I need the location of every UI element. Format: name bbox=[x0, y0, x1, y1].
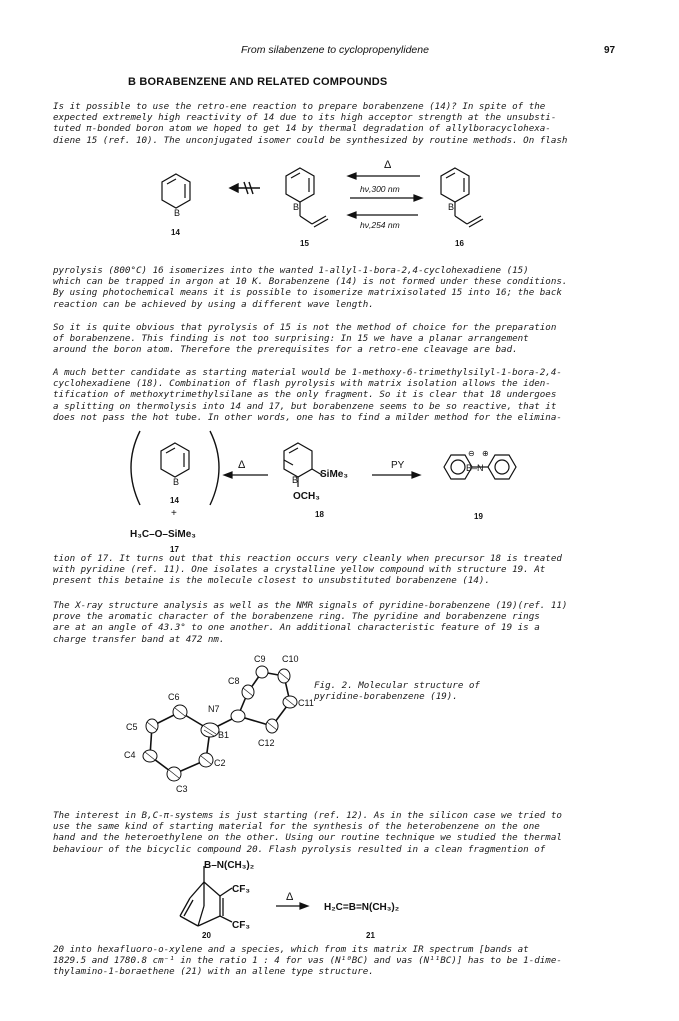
paragraph-5: tion of 17. It turns out that this reaction occurs very cleanly when precursor 18 is treated with pyridine (ref. 11). One isolates a crystalline yellow compound with structure 19. At present this betaine is the molecule closest to unsubstituted borabenzene (14). bbox=[53, 553, 562, 587]
boron-atom-label: B bbox=[174, 208, 181, 218]
boron-atom-label: B bbox=[293, 202, 300, 212]
boracyclohexadiene-structure-16 bbox=[441, 168, 483, 227]
compound-21-label: 21 bbox=[366, 931, 375, 940]
scheme-2-drawing bbox=[110, 425, 550, 555]
compound-15-label: 15 bbox=[300, 239, 309, 248]
paragraph-8: 20 into hexafluoro-o-xylene and a species, which from its matrix IR spectrum [bands at 1829.5 and 1780.8 cm⁻¹ in the ratio 1 : 4 for νas (N¹⁰BC) and νas (N¹¹BC)] has to be 1-dime- thylamino-1-boraethene (21) with an allene type structure. bbox=[53, 944, 562, 978]
atom-label: C4 bbox=[124, 750, 136, 760]
compound-16-label: 16 bbox=[455, 239, 464, 248]
boron-nitrogen-bond-label: B–N bbox=[466, 463, 484, 473]
scheme-3-drawing bbox=[160, 858, 480, 940]
borabenzene-structure-14 bbox=[161, 443, 189, 477]
boron-atom-label: B bbox=[448, 202, 455, 212]
xray-structure-figure bbox=[110, 650, 330, 800]
compound-14-label: 14 bbox=[170, 496, 179, 505]
hv-254-label: hν,254 nm bbox=[360, 220, 400, 230]
atom-label: C3 bbox=[176, 784, 188, 794]
right-parenthesis bbox=[210, 431, 219, 505]
atom-label: C6 bbox=[168, 692, 180, 702]
delta-symbol: Δ bbox=[286, 891, 294, 903]
scheme-1-drawing bbox=[150, 158, 530, 258]
compound-17-label: 17 bbox=[170, 545, 179, 554]
boraethene-formula: H₂C=B=N(CH₃)₂ bbox=[324, 902, 400, 913]
page-number: 97 bbox=[604, 45, 616, 56]
paragraph-7: The interest in B,C-π-systems is just starting (ref. 12). As in the silicon case we tried to use the same kind of starting material for the synthesis of the heterobenzene on the one hand and the heteroethylene on the other. Using our routine technique we studied the thermal behaviour of the bicyclic compound 20. Flash pyrolysis resulted in a clean fragmention of bbox=[53, 810, 562, 855]
ortep-drawing bbox=[110, 650, 330, 800]
pyridine-arrow bbox=[372, 472, 420, 478]
scheme-1 bbox=[150, 158, 530, 258]
boron-dimethylamino-label: B–N(CH₃)₂ bbox=[204, 860, 255, 871]
section-title: B BORABENZENE AND RELATED COMPOUNDS bbox=[128, 76, 388, 88]
paragraph-1: Is it possible to use the retro-ene reaction to prepare borabenzene (14)? In spite of the expected extremely high reactivity of 14 due to its high acceptor strength at the unsubsti- tuted π-bonded boron atom we hoped to get 14 by thermal degradation of allylboracyclohexa- diene 15 (ref. 10). The unconjugated isomer could be synthesized by routine methods. On flash bbox=[53, 101, 568, 146]
borabenzene-structure-14 bbox=[162, 174, 190, 208]
trifluoromethyl-label-lower: CF₃ bbox=[232, 920, 250, 931]
allylboracyclohexadiene-structure-15 bbox=[286, 168, 328, 227]
atom-label: C10 bbox=[282, 654, 299, 664]
pyridine-reagent-label: PY bbox=[391, 460, 405, 471]
positive-charge: ⊕ bbox=[482, 449, 489, 458]
atom-label: C2 bbox=[214, 758, 226, 768]
compound-18-label: 18 bbox=[315, 510, 324, 519]
atom-label: N7 bbox=[208, 704, 220, 714]
atom-label: C11 bbox=[298, 698, 314, 708]
delta-symbol: Δ bbox=[238, 459, 246, 471]
compound-19-label: 19 bbox=[474, 512, 483, 521]
left-parenthesis bbox=[131, 431, 140, 505]
scheme-2 bbox=[110, 425, 550, 555]
boron-atom-label: B bbox=[292, 475, 299, 485]
paragraph-3: So it is quite obvious that pyrolysis of 15 is not the method of choice for the preparation of borabenzene. This finding is not too surprising: In 15 we have a planar arrangement around the boron atom. Therefore the prerequisites for a retro-ene cleavage are bad. bbox=[53, 322, 557, 356]
atom-label: C12 bbox=[258, 738, 275, 748]
plus-sign: + bbox=[171, 508, 177, 519]
pyrolysis-arrow bbox=[276, 903, 308, 909]
compound-14-label: 14 bbox=[171, 228, 180, 237]
atom-label: C5 bbox=[126, 722, 138, 732]
atom-label: C8 bbox=[228, 676, 240, 686]
running-title: From silabenzene to cyclopropenylidene bbox=[241, 44, 429, 56]
reaction-arrows bbox=[348, 173, 422, 218]
methoxy-label: OCH₃ bbox=[293, 491, 320, 502]
trifluoromethyl-label-upper: CF₃ bbox=[232, 884, 250, 895]
blocked-arrow bbox=[230, 182, 260, 194]
hv-300-label: hν,300 nm bbox=[360, 184, 400, 194]
methoxytrimethylsilane-formula: H₃C–O–SiMe₃ bbox=[130, 529, 196, 540]
atom-label: B1 bbox=[218, 730, 230, 740]
trimethylsilyl-label: SiMe₃ bbox=[320, 469, 348, 480]
atom-label: C9 bbox=[254, 654, 266, 664]
scheme-3 bbox=[160, 858, 480, 940]
delta-symbol: Δ bbox=[384, 159, 392, 171]
precursor-structure-18 bbox=[284, 443, 322, 487]
bicyclic-structure-20 bbox=[180, 866, 232, 926]
compound-20-label: 20 bbox=[202, 931, 211, 940]
figure-caption: Fig. 2. Molecular structure of pyridine-borabenzene (19). bbox=[314, 680, 480, 703]
paragraph-4: A much better candidate as starting material would be 1-methoxy-6-trimethylsilyl-1-bora-2,4- cyclohexadiene (18). Combination of flash pyrolysis with matrix isolation allows the iden- tification of methoxytrimethylsilane as the only fragment. So it is clear that 18 undergoes a splitting on thermolysis into 14 and 17, but borabenzene seems to be so reactive, that it does not pass the hot tube. In other words, one has to find a milder method for the elimina- bbox=[53, 367, 562, 423]
paragraph-6: The X-ray structure analysis as well as the NMR signals of pyridine-borabenzene (19)(ref. 11) prove the aromatic character of the borabenzene ring. The pyridine and borabenzene rings are at an angle of 43.3° to one another. An additional characteristic feature of 19 is a charge transfer band at 472 nm. bbox=[53, 600, 568, 645]
negative-charge: ⊖ bbox=[468, 449, 475, 458]
elimination-arrow bbox=[224, 472, 268, 478]
paragraph-2: pyrolysis (800°C) 16 isomerizes into the wanted 1-allyl-1-bora-2,4-cyclohexadiene (15) which can be trapped in argon at 10 K. Borabenzene (14) is not formed under these conditions. By using photochemical means it is possible to isomerize matrixisolated 15 into 16; the back reaction can be achieved by using a different wave length. bbox=[53, 265, 568, 310]
boron-atom-label: B bbox=[173, 477, 180, 487]
